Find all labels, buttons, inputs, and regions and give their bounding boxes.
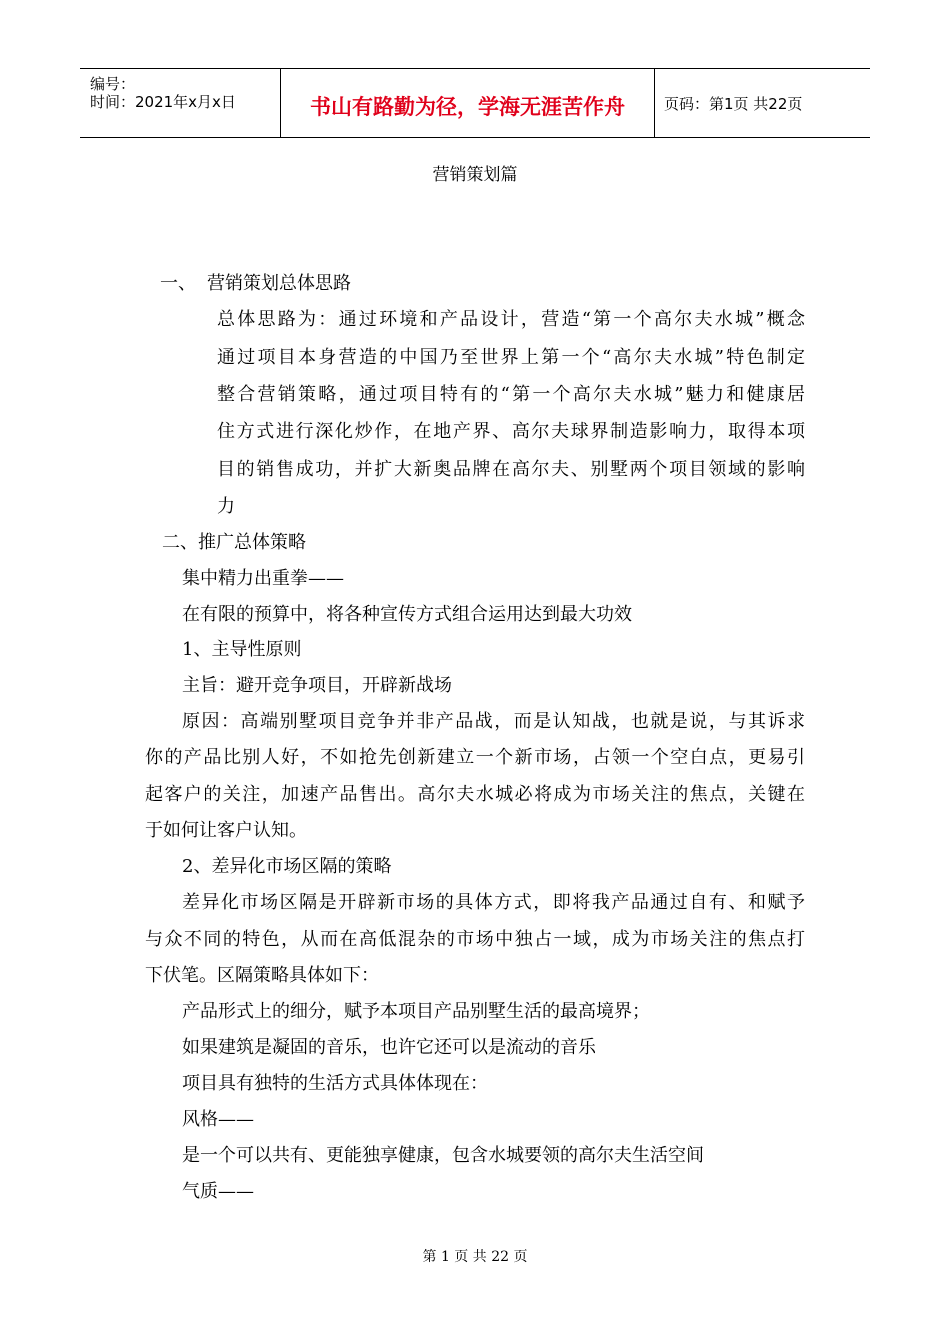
section2-heading: 二、推广总体策略 xyxy=(162,532,306,553)
body-line: 是一个可以共有、更能独享健康，包含水城要领的高尔夫生活空间 xyxy=(182,1145,704,1166)
header-meta xyxy=(80,69,280,137)
diff-paragraph-line: 下伏笔。区隔策略具体如下： xyxy=(145,965,379,986)
reason-paragraph-line: 起客户的关注，加速产品售出。高尔夫水城必将成为市场关注的焦点，关键在 xyxy=(145,784,805,805)
reason-paragraph-line: 原因：高端别墅项目竞争并非产品战，而是认知战，也就是说，与其诉求 xyxy=(182,711,805,732)
reason-paragraph-line: 于如何让客户认知。 xyxy=(145,820,307,841)
section1-paragraph-line: 目的销售成功，并扩大新奥品牌在高尔夫、别墅两个项目领域的影响 xyxy=(217,459,805,480)
section1-heading-number: 一、 xyxy=(160,273,196,294)
body-line: 气质—— xyxy=(182,1181,254,1202)
section1-paragraph-line: 通过项目本身营造的中国乃至世界上第一个“高尔夫水城”特色制定 xyxy=(217,347,805,368)
section1-paragraph-line: 总体思路为：通过环境和产品设计，营造“第一个高尔夫水城”概念 xyxy=(217,309,805,330)
diff-paragraph-line: 差异化市场区隔是开辟新市场的具体方式，即将我产品通过自有、和赋予 xyxy=(182,892,805,913)
body-line: 产品形式上的细分，赋予本项目产品别墅生活的最高境界； xyxy=(182,1001,650,1022)
document-date: 时间：2021年x月x日 xyxy=(90,93,236,111)
body-line: 在有限的预算中，将各种宣传方式组合运用达到最大功效 xyxy=(182,604,632,625)
document-title: 营销策划篇 xyxy=(432,165,518,185)
body-line: 风格—— xyxy=(182,1109,254,1130)
header-motto: 书山有路勤为径，学海无涯苦作舟 xyxy=(310,95,625,119)
subsection-heading: 2、差异化市场区隔的策略 xyxy=(182,856,392,877)
body-line: 主旨：避开竞争项目，开辟新战场 xyxy=(182,675,452,696)
body-line: 如果建筑是凝固的音乐，也许它还可以是流动的音乐 xyxy=(182,1037,596,1058)
body-line: 项目具有独特的生活方式具体体现在： xyxy=(182,1073,488,1094)
document-number-label: 编号： xyxy=(90,75,136,93)
page-footer: 第 1 页 共 22 页 xyxy=(422,1249,528,1265)
section1-heading: 营销策划总体思路 xyxy=(207,273,351,294)
header-motto-cell xyxy=(280,69,655,137)
section1-paragraph-line: 住方式进行深化炒作，在地产界、高尔夫球界制造影响力，取得本项 xyxy=(217,421,805,442)
subsection-heading: 1、主导性原则 xyxy=(182,639,302,660)
reason-paragraph-line: 你的产品比别人好，不如抢先创新建立一个新市场，占领一个空白点，更易引 xyxy=(145,747,805,768)
header-page-info: 页码：第1页 共22页 xyxy=(664,95,803,113)
section1-paragraph-line: 整合营销策略，通过项目特有的“第一个高尔夫水城”魅力和健康居 xyxy=(217,384,805,405)
body-line: 集中精力出重拳—— xyxy=(182,568,344,589)
page-header xyxy=(80,68,870,138)
diff-paragraph-line: 与众不同的特色，从而在高低混杂的市场中独占一域，成为市场关注的焦点打 xyxy=(145,929,805,950)
section1-paragraph-line: 力 xyxy=(217,496,235,517)
